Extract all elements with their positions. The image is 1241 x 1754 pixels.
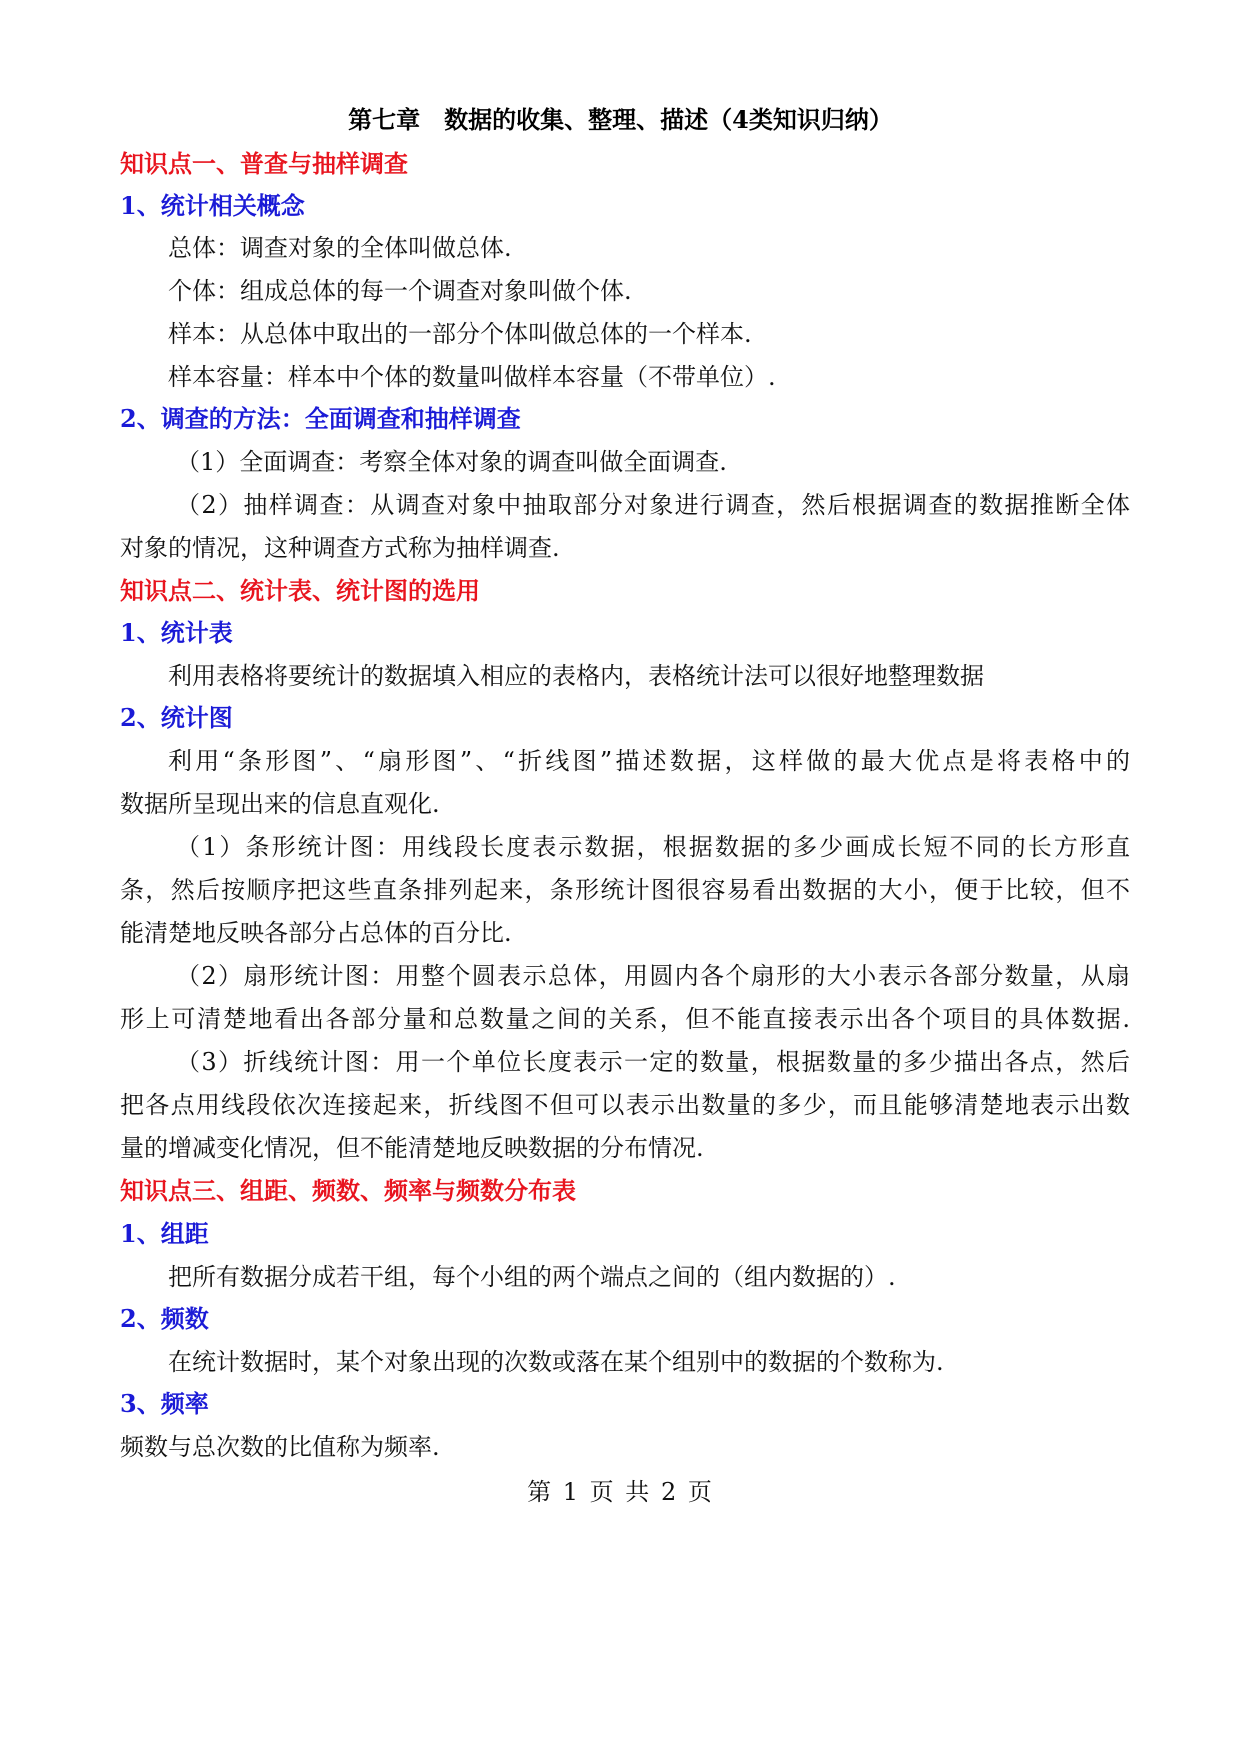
page-title: 第七章 数据的收集、整理、描述（4类知识归纳）: [348, 105, 893, 134]
body-line: 对象的情况，这种调查方式称为抽样调查.: [120, 534, 560, 562]
body-line: 个体：组成总体的每一个调查对象叫做个体.: [168, 277, 632, 305]
body-line: （1）全面调查：考察全体对象的调查叫做全面调查.: [176, 448, 727, 476]
body-line: 总体：调查对象的全体叫做总体.: [168, 234, 512, 262]
body-line: 能清楚地反映各部分占总体的百分比.: [120, 919, 512, 947]
body-line: （3）折线统计图：用一个单位长度表示一定的数量，根据数量的多少描出各点，然后: [176, 1048, 1130, 1076]
body-line: （2）扇形统计图：用整个圆表示总体，用圆内各个扇形的大小表示各部分数量，从扇: [176, 962, 1130, 990]
knowledge-point-heading: 知识点三、组距、频数、频率与频数分布表: [120, 1176, 576, 1205]
body-line: 数据所呈现出来的信息直观化.: [120, 790, 440, 818]
knowledge-point-heading: 知识点二、统计表、统计图的选用: [120, 576, 480, 605]
body-line: （2）抽样调查：从调查对象中抽取部分对象进行调查，然后根据调查的数据推断全体: [176, 491, 1130, 519]
body-line: 量的增减变化情况，但不能清楚地反映数据的分布情况.: [120, 1134, 704, 1162]
body-line: 频数与总次数的比值称为频率.: [120, 1433, 440, 1461]
body-line: 利用表格将要统计的数据填入相应的表格内，表格统计法可以很好地整理数据: [168, 662, 984, 690]
body-line: 样本：从总体中取出的一部分个体叫做总体的一个样本.: [168, 320, 752, 348]
body-line: 把所有数据分成若干组，每个小组的两个端点之间的（组内数据的）.: [168, 1263, 896, 1291]
body-line: 利用“条形图”、“扇形图”、“折线图”描述数据，这样做的最大优点是将表格中的: [168, 747, 1130, 775]
subsection-heading: 1、组距: [120, 1219, 209, 1248]
page-number-footer: 第 1 页 共 2 页: [527, 1478, 714, 1506]
subsection-heading: 2、统计图: [120, 703, 233, 732]
knowledge-point-heading: 知识点一、普查与抽样调查: [120, 149, 408, 178]
subsection-heading: 1、统计相关概念: [120, 191, 305, 220]
body-line: 在统计数据时，某个对象出现的次数或落在某个组别中的数据的个数称为.: [168, 1348, 944, 1376]
subsection-heading: 3、频率: [120, 1389, 209, 1418]
body-line: 样本容量：样本中个体的数量叫做样本容量（不带单位）.: [168, 363, 776, 391]
subsection-heading: 2、调查的方法：全面调查和抽样调查: [120, 404, 521, 433]
body-line: 形上可清楚地看出各部分量和总数量之间的关系，但不能直接表示出各个项目的具体数据.: [120, 1005, 1130, 1033]
body-line: （1）条形统计图：用线段长度表示数据，根据数据的多少画成长短不同的长方形直: [176, 833, 1130, 861]
subsection-heading: 1、统计表: [120, 618, 233, 647]
body-line: 把各点用线段依次连接起来，折线图不但可以表示出数量的多少，而且能够清楚地表示出数: [120, 1091, 1130, 1119]
body-line: 条，然后按顺序把这些直条排列起来，条形统计图很容易看出数据的大小，便于比较，但不: [120, 876, 1130, 904]
subsection-heading: 2、频数: [120, 1304, 209, 1333]
